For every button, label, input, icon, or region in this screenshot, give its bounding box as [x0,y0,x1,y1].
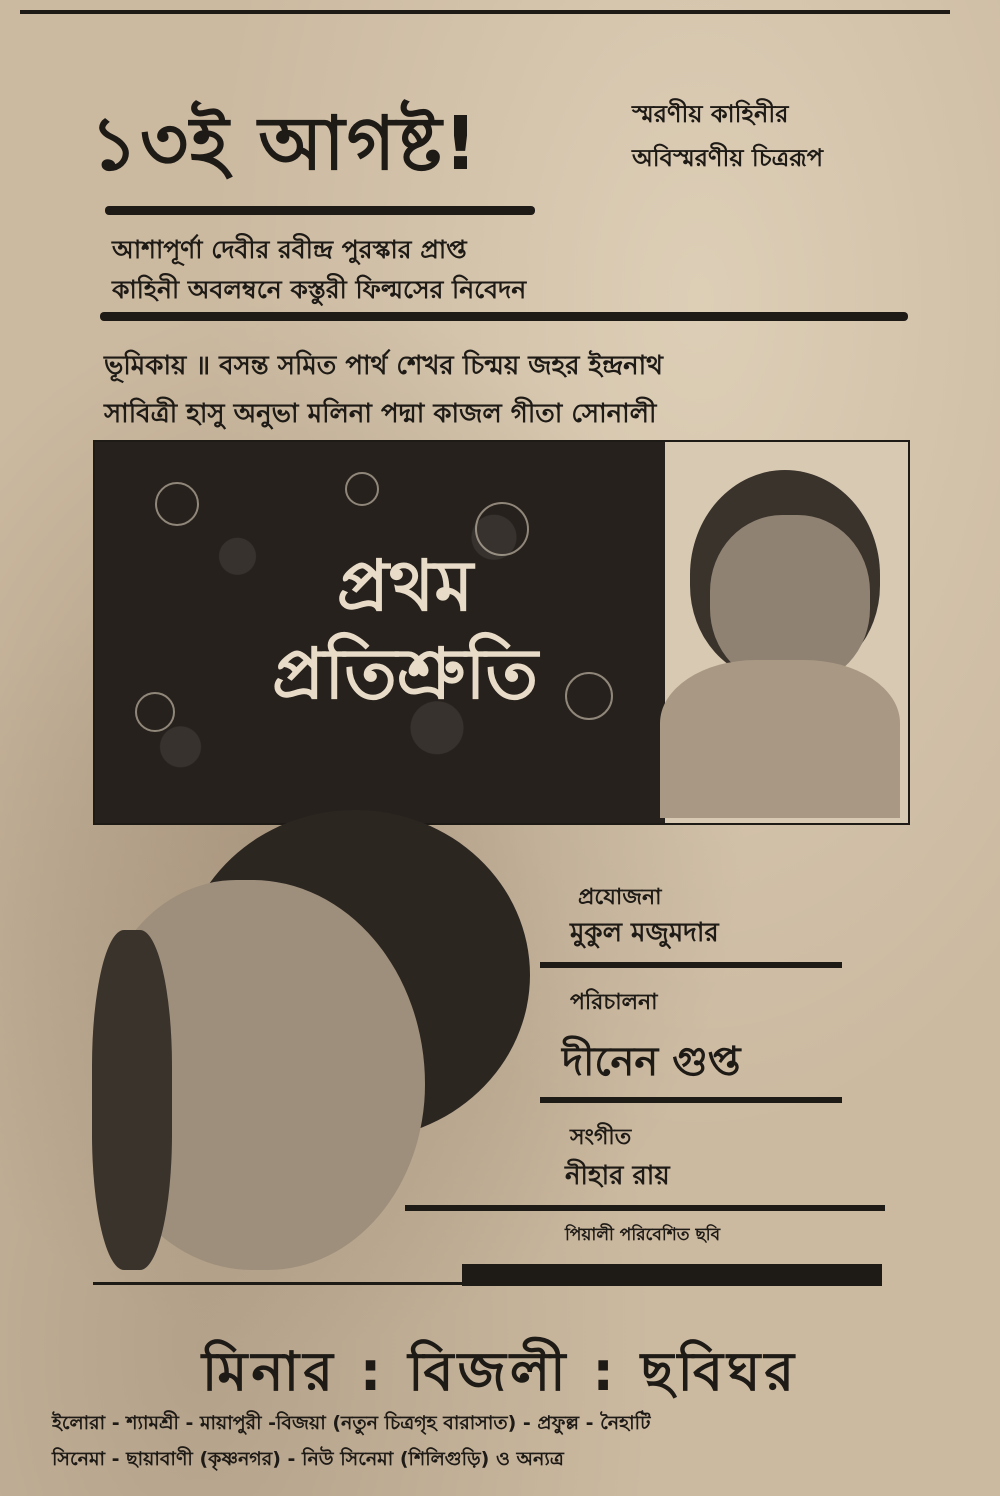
swirl-ornament [345,472,379,506]
release-date-headline: ১৩ই আগষ্ট! [90,101,480,187]
actress-photo-shadow [92,930,172,1270]
other-theatres-line-1: ইলোরা - শ্যামশ্রী - মায়াপুরী -বিজয়া (নতুন চিত্রগৃহ বারাসাত) - প্রফুল্ল - নৈহাটি [52,1412,651,1434]
distributor-credit: পিয়ালী পরিবেশিত ছবি [565,1225,721,1245]
divider-rule [105,206,535,215]
cast-line-1: ভূমিকায় ॥ বসন্ত সমিত পার্থ শেখর চিন্ময় জহর ইন্দ্রনাথ [104,351,664,381]
poster-bottom-bar [462,1264,882,1286]
presentation-credit [112,230,526,310]
credit-divider [405,1205,885,1211]
presentation-line-1: আশাপূর্ণা দেবীর রবীন্দ্র পুরস্কার প্রাপ্ত [112,235,467,264]
film-title [195,542,615,718]
presentation-line-2: কাহিনী অবলম্বনে কস্তুরী ফিল্মসের নিবেদন [112,275,527,304]
credit-divider [540,962,842,968]
producer-name: মুকুল মজুমদার [570,918,719,948]
poster-title-block [95,442,665,823]
other-theatres-line-2: সিনেমা - ছায়াবাণী (কৃষ্ণনগর) - নিউ সিনেমা (শিলিগুড়ি) ও অন্যত্র [52,1448,564,1470]
film-title-line-2: প্রতিশ্রুতি [271,633,539,715]
main-theatres: মিনার : বিজলী : ছবিঘর [201,1340,799,1403]
swirl-ornament [135,692,175,732]
swirl-ornament [155,482,199,526]
tagline [632,92,823,180]
director-name: দীনেন গুপ্ত [562,1039,741,1085]
divider-rule [100,312,908,321]
tagline-line-1: স্মরণীয় কাহিনীর [632,100,789,128]
cast-line-2: সাবিত্রী হাসু অনুভা মলিনা পদ্মা কাজল গীতা সোনালী [104,399,657,429]
top-border [20,10,950,14]
credit-divider [540,1097,842,1103]
production-label: প্রযোজনা [578,885,662,910]
tagline-line-2: অবিস্মরণীয় চিত্ররূপ [632,144,824,172]
direction-label: পরিচালনা [570,990,658,1015]
music-director-name: নীহার রায় [565,1161,670,1191]
other-theatres [52,1405,952,1477]
cast-list [104,342,904,438]
film-title-line-1: প্রথম [336,545,474,627]
poster-bottom-line [93,1282,463,1285]
actor-photo-body [660,660,900,818]
music-label: সংগীত [570,1125,632,1150]
